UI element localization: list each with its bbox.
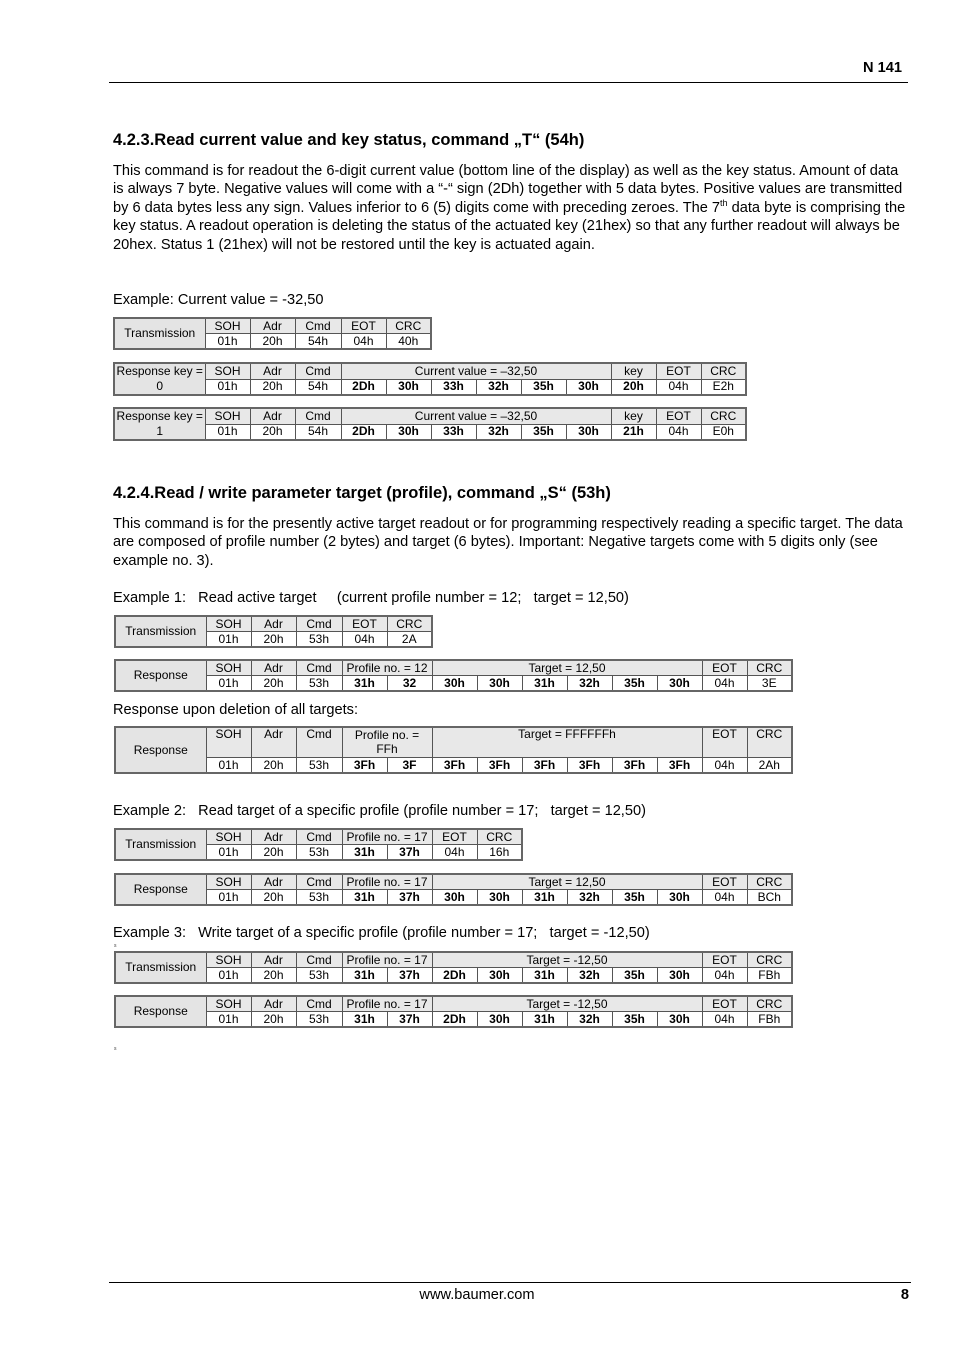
value-cell: 04h: [432, 845, 477, 861]
table-ex3-transmission: [114, 951, 793, 984]
header-rule: [109, 82, 908, 83]
header-eot: EOT: [702, 952, 747, 968]
value-cell: 31h: [522, 1012, 567, 1028]
value-cell: 33h: [431, 424, 476, 440]
footer-url: www.baumer.com: [419, 1287, 535, 1303]
value-cell: 20h: [251, 758, 296, 774]
value-cell: 32h: [476, 379, 521, 395]
value-cell: 30h: [657, 676, 702, 692]
value-cell: 30h: [432, 676, 477, 692]
value-cell: 2Dh: [341, 379, 386, 395]
value-cell: 04h: [342, 632, 387, 648]
value-cell: FBh: [747, 1012, 792, 1028]
table-ex1-response: [114, 659, 793, 692]
header-eot: EOT: [341, 318, 386, 334]
header-current-value: Current value = –32,50: [341, 363, 611, 379]
header-cmd: Cmd: [296, 829, 342, 845]
header-cmd: Cmd: [295, 318, 341, 334]
table-ex1-response-deletion: [114, 726, 793, 774]
value-cell: 37h: [387, 845, 432, 861]
value-cell: 20h: [251, 1012, 296, 1028]
header-eot: EOT: [702, 727, 747, 758]
value-cell: 04h: [702, 676, 747, 692]
value-cell: 32h: [567, 890, 612, 906]
value-cell: 2Ah: [747, 758, 792, 774]
value-cell: 54h: [295, 379, 341, 395]
value-cell: 20h: [251, 890, 296, 906]
header-crc: CRC: [747, 952, 792, 968]
value-cell: 54h: [295, 424, 341, 440]
value-cell: 3Fh: [522, 758, 567, 774]
value-cell: 20h: [250, 379, 295, 395]
header-eot: EOT: [342, 616, 387, 632]
value-cell: 37h: [387, 890, 432, 906]
value-cell: E2h: [701, 379, 746, 395]
header-profile: Profile no. = 17: [342, 952, 432, 968]
header-crc: CRC: [747, 874, 792, 890]
header-key: key: [611, 408, 656, 424]
header-soh: SOH: [205, 408, 250, 424]
header-cmd: Cmd: [296, 616, 342, 632]
value-cell: 3Fh: [432, 758, 477, 774]
value-cell: 01h: [206, 845, 251, 861]
header-adr: Adr: [251, 874, 296, 890]
value-cell: 30h: [477, 1012, 522, 1028]
value-cell: 20h: [611, 379, 656, 395]
value-cell: 04h: [702, 1012, 747, 1028]
header-soh: SOH: [205, 318, 250, 334]
header-current-value: Current value = –32,50: [341, 408, 611, 424]
value-cell: 3Fh: [342, 758, 387, 774]
value-cell: 53h: [296, 632, 342, 648]
header-soh: SOH: [206, 727, 251, 758]
header-target: Target = FFFFFFh: [432, 727, 702, 758]
header-adr: Adr: [251, 616, 296, 632]
header-crc: CRC: [747, 727, 792, 758]
header-crc: CRC: [747, 996, 792, 1012]
value-cell: 01h: [206, 758, 251, 774]
header-adr: Adr: [251, 996, 296, 1012]
example-current-value: Example: Current value = -32,50: [113, 292, 324, 308]
value-cell: 01h: [205, 379, 250, 395]
row-label: Response key = 0: [114, 363, 205, 395]
value-cell: 30h: [657, 1012, 702, 1028]
value-cell: 30h: [386, 379, 431, 395]
table-t-response-key0: [113, 362, 747, 396]
row-label: Response: [115, 727, 206, 773]
header-adr: Adr: [251, 660, 296, 676]
row-label: Response: [115, 660, 206, 691]
value-cell: 20h: [251, 968, 296, 984]
value-cell: 20h: [251, 632, 296, 648]
row-label: Transmission: [114, 318, 205, 349]
value-cell: 35h: [521, 424, 566, 440]
example-2-label: Example 2: Read target of a specific profile (profile number = 17; target = 12,50): [113, 803, 646, 819]
value-cell: 01h: [206, 676, 251, 692]
section-heading-4-2-3: 4.2.3.Read current value and key status, command „T“ (54h): [113, 131, 585, 149]
header-profile: Profile no. = 17: [342, 829, 432, 845]
value-cell: 31h: [522, 968, 567, 984]
header-soh: SOH: [206, 829, 251, 845]
value-cell: 30h: [477, 890, 522, 906]
value-cell: 30h: [432, 890, 477, 906]
value-cell: 33h: [431, 379, 476, 395]
header-target: Target = -12,50: [432, 996, 702, 1012]
header-soh: SOH: [206, 952, 251, 968]
value-cell: 53h: [296, 890, 342, 906]
header-cmd: Cmd: [296, 874, 342, 890]
value-cell: 3Fh: [612, 758, 657, 774]
header-soh: SOH: [205, 363, 250, 379]
value-cell: 3Fh: [657, 758, 702, 774]
example-3-label: Example 3: Write target of a specific profile (profile number = 17; target = -12,50): [113, 925, 650, 941]
value-cell: 35h: [612, 968, 657, 984]
value-cell: 32h: [476, 424, 521, 440]
value-cell: 01h: [206, 1012, 251, 1028]
footer-rule: [109, 1282, 911, 1283]
header-cmd: Cmd: [295, 363, 341, 379]
value-cell: 30h: [386, 424, 431, 440]
value-cell: 35h: [521, 379, 566, 395]
value-cell: 3E: [747, 676, 792, 692]
value-cell: 53h: [296, 758, 342, 774]
section-heading-4-2-4: 4.2.4.Read / write parameter target (profile), command „S“ (53h): [113, 484, 611, 502]
value-cell: 31h: [342, 845, 387, 861]
row-label: Transmission: [115, 829, 206, 860]
value-cell: 04h: [702, 890, 747, 906]
deletion-label: Response upon deletion of all targets:: [113, 702, 359, 718]
value-cell: 01h: [206, 632, 251, 648]
header-cmd: Cmd: [296, 660, 342, 676]
header-key: key: [611, 363, 656, 379]
header-adr: Adr: [250, 408, 295, 424]
header-crc: CRC: [387, 616, 432, 632]
value-cell: 2A: [387, 632, 432, 648]
header-crc: CRC: [477, 829, 522, 845]
header-cmd: Cmd: [295, 408, 341, 424]
header-cmd: Cmd: [296, 727, 342, 758]
header-soh: SOH: [206, 616, 251, 632]
header-crc: CRC: [386, 318, 431, 334]
header-adr: Adr: [251, 727, 296, 758]
footnote-mark: s: [114, 1046, 117, 1052]
value-cell: 35h: [612, 890, 657, 906]
value-cell: 04h: [702, 968, 747, 984]
value-cell: 30h: [477, 676, 522, 692]
value-cell: 37h: [387, 1012, 432, 1028]
table-t-transmission: [113, 317, 432, 350]
value-cell: 2Dh: [432, 1012, 477, 1028]
row-label: Response: [115, 996, 206, 1027]
value-cell: 20h: [251, 845, 296, 861]
row-label: Response key = 1: [114, 408, 205, 440]
value-cell: 04h: [341, 334, 386, 350]
value-cell: 3F: [387, 758, 432, 774]
value-cell: 20h: [250, 334, 295, 350]
header-target: Target = -12,50: [432, 952, 702, 968]
value-cell: E0h: [701, 424, 746, 440]
value-cell: 2Dh: [432, 968, 477, 984]
value-cell: 3Fh: [567, 758, 612, 774]
header-eot: EOT: [656, 363, 701, 379]
row-label: Transmission: [115, 952, 206, 983]
value-cell: 40h: [386, 334, 431, 350]
value-cell: 01h: [205, 334, 250, 350]
value-cell: 2Dh: [341, 424, 386, 440]
header-crc: CRC: [701, 408, 746, 424]
header-eot: EOT: [656, 408, 701, 424]
value-cell: 35h: [612, 676, 657, 692]
value-cell: 30h: [566, 424, 611, 440]
header-soh: SOH: [206, 660, 251, 676]
page-number: 8: [900, 1287, 909, 1303]
table-ex3-response: [114, 995, 793, 1028]
value-cell: 37h: [387, 968, 432, 984]
value-cell: 30h: [657, 968, 702, 984]
table-ex1-transmission: [114, 615, 433, 648]
value-cell: 04h: [656, 379, 701, 395]
header-cmd: Cmd: [296, 952, 342, 968]
value-cell: 32h: [567, 1012, 612, 1028]
value-cell: 31h: [342, 968, 387, 984]
header-eot: EOT: [702, 996, 747, 1012]
value-cell: 01h: [205, 424, 250, 440]
header-target: Target = 12,50: [432, 874, 702, 890]
footnote-mark: s: [114, 943, 117, 949]
header-profile: Profile no. = 17: [342, 874, 432, 890]
value-cell: 30h: [566, 379, 611, 395]
value-cell: 31h: [522, 890, 567, 906]
value-cell: 32: [387, 676, 432, 692]
header-profile: Profile no. = 12: [342, 660, 432, 676]
example-1-label: Example 1: Read active target (current profile number = 12; target = 12,50): [113, 590, 629, 606]
header-crc: CRC: [747, 660, 792, 676]
table-ex2-response: [114, 873, 793, 906]
header-adr: Adr: [250, 363, 295, 379]
row-label: Transmission: [115, 616, 206, 647]
header-soh: SOH: [206, 996, 251, 1012]
value-cell: 31h: [522, 676, 567, 692]
header-cmd: Cmd: [296, 996, 342, 1012]
value-cell: 04h: [702, 758, 747, 774]
value-cell: 31h: [342, 890, 387, 906]
value-cell: 35h: [612, 1012, 657, 1028]
table-t-response-key1: [113, 407, 747, 441]
header-profile: Profile no. = 17: [342, 996, 432, 1012]
paragraph-command-s: This command is for the presently active target readout or for programming respectively reading a specific target. The data are composed of profile number (2 bytes) and target (6 bytes). Important: Negative targets come with 5 digits only (see example no. 3).: [113, 516, 903, 569]
value-cell: 3Fh: [477, 758, 522, 774]
value-cell: 53h: [296, 1012, 342, 1028]
paragraph-command-t: This command is for readout the 6-digit current value (bottom line of the display) as well as the key status. Amount of data is always 7 byte. Negative values will come with a “-“ sign (2Dh) together with 5 data bytes. Positive values are transmitted by 6 data bytes less any sign. Values inferior to 6 (5) digits come with preceding zeroes. The 7th data byte is comprising the key status. A readout operation is deleting the status of the actuated key (21hex) so that any further readout will always be 20hex. Status 1 (21hex) will not be restored until the key is actuated again.: [113, 163, 906, 253]
value-cell: 32h: [567, 968, 612, 984]
value-cell: 54h: [295, 334, 341, 350]
header-adr: Adr: [251, 829, 296, 845]
header-eot: EOT: [702, 660, 747, 676]
value-cell: 21h: [611, 424, 656, 440]
value-cell: BCh: [747, 890, 792, 906]
value-cell: 53h: [296, 676, 342, 692]
value-cell: 01h: [206, 968, 251, 984]
row-label: Response: [115, 874, 206, 905]
value-cell: 04h: [656, 424, 701, 440]
header-target: Target = 12,50: [432, 660, 702, 676]
value-cell: 01h: [206, 890, 251, 906]
header-soh: SOH: [206, 874, 251, 890]
header-eot: EOT: [432, 829, 477, 845]
value-cell: 20h: [250, 424, 295, 440]
value-cell: 53h: [296, 845, 342, 861]
document-id: N 141: [863, 60, 902, 76]
value-cell: 32h: [567, 676, 612, 692]
value-cell: FBh: [747, 968, 792, 984]
header-profile: Profile no. = FFh: [342, 727, 432, 758]
value-cell: 31h: [342, 676, 387, 692]
value-cell: 53h: [296, 968, 342, 984]
value-cell: 16h: [477, 845, 522, 861]
value-cell: 20h: [251, 676, 296, 692]
header-adr: Adr: [250, 318, 295, 334]
value-cell: 30h: [657, 890, 702, 906]
header-adr: Adr: [251, 952, 296, 968]
header-eot: EOT: [702, 874, 747, 890]
value-cell: 30h: [477, 968, 522, 984]
table-ex2-transmission: [114, 828, 523, 861]
value-cell: 31h: [342, 1012, 387, 1028]
header-crc: CRC: [701, 363, 746, 379]
